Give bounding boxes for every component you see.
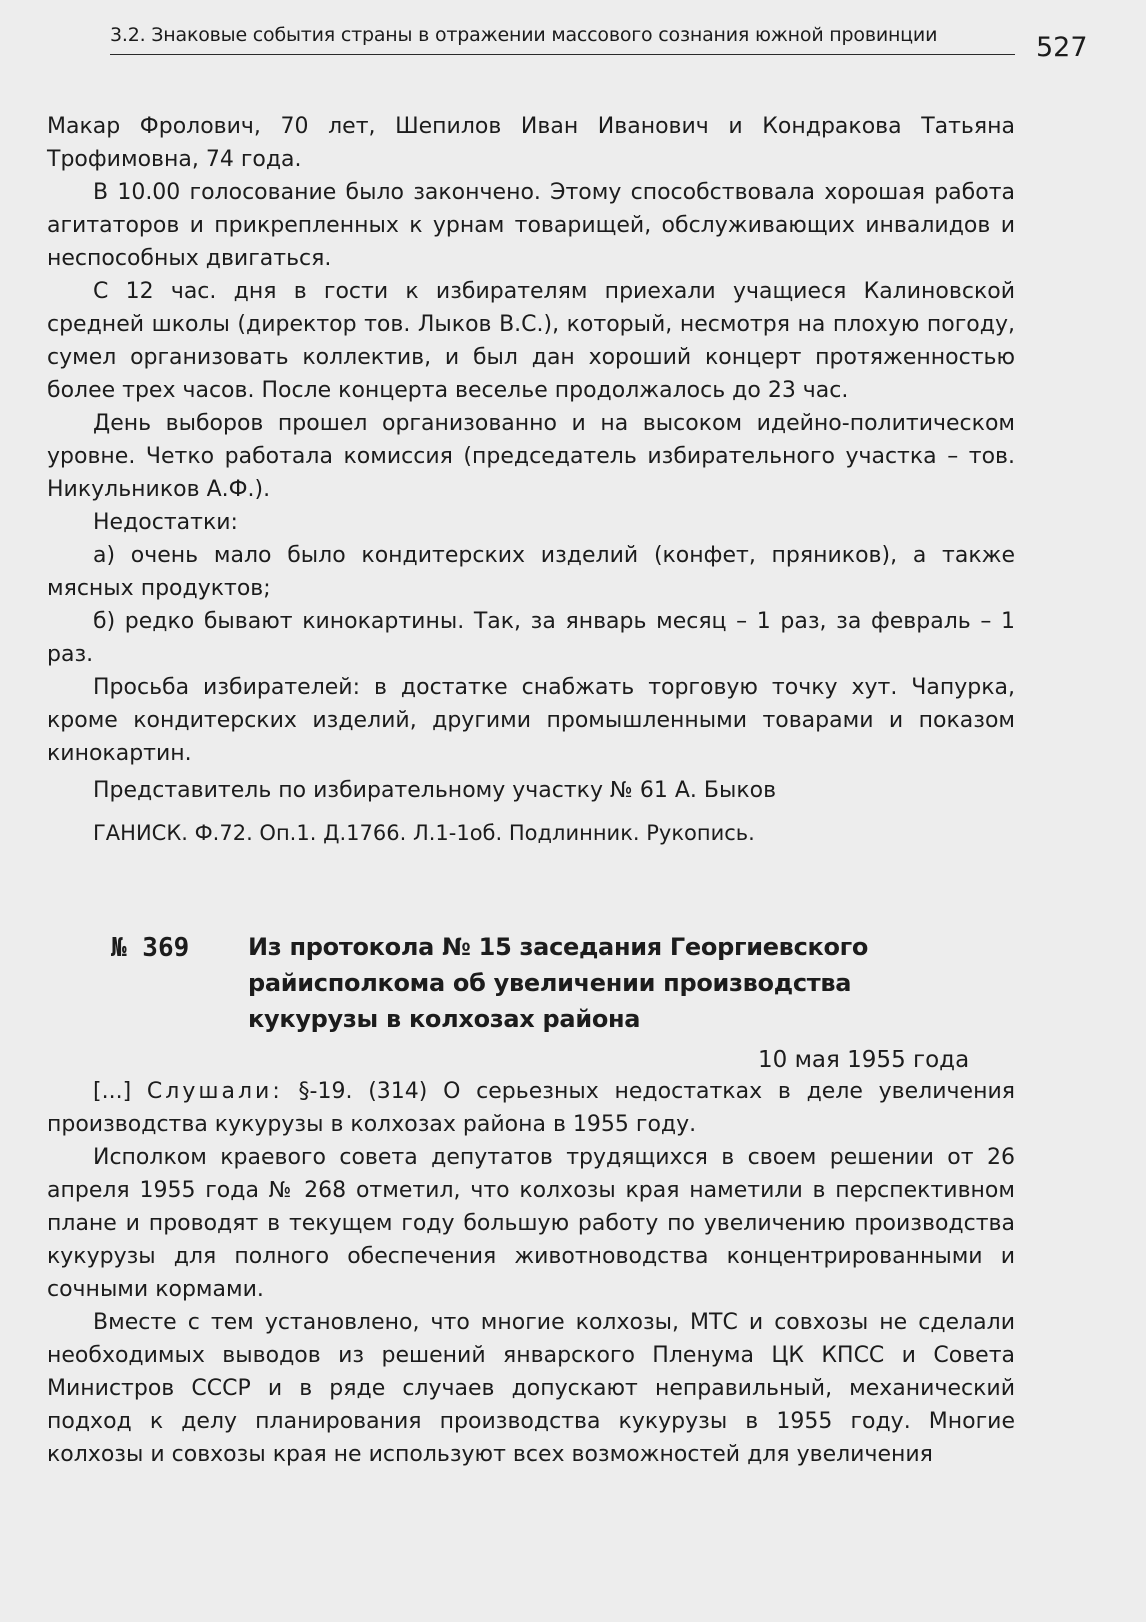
paragraph: Вместе с тем установлено, что многие колхозы, МТС и совхозы не сделали необходимых выводов из решений январского Пленума ЦК КПСС и Совета Министров СССР и в ряде случаев допускают неправильный, механический подход к делу планирования производства кукурузы в 1955 году. Многие колхозы и совхозы края не используют всех возможностей для увеличения [47, 1310, 1015, 1467]
section-two [47, 1075, 1015, 1471]
document-title: Из протокола № 15 заседания Георгиевского райисполкома об увеличении производства кукурузы в колхозах района [248, 933, 869, 1033]
page-header [110, 22, 1015, 58]
paragraph: Макар Фролович, 70 лет, Шепилов Иван Иванович и Кондракова Татьяна Трофимовна, 74 года. [47, 114, 1015, 172]
paragraph: Просьба избирателей: в достатке снабжать торговую точку хут. Чапурка, кроме кондитерских изделий, другими промышленными товарами и показом кинокартин. [47, 675, 1015, 766]
running-title: 3.2. Знаковые события страны в отражении массового сознания южной провинции [110, 24, 938, 46]
header-rule [110, 54, 1015, 55]
paragraph: С 12 час. дня в гости к избирателям приехали учащиеся Калиновской средней школы (директор тов. Лыков В.С.), который, несмотря на плохую погоду, сумел организовать коллектив, и был дан хороший концерт протяженностью более трех часов. После концерта веселье продолжалось до 23 час. [47, 279, 1015, 403]
archive-reference: ГАНИСК. Ф.72. Оп.1. Д.1766. Л.1-1об. Подлинник. Рукопись. [93, 821, 755, 845]
paragraph: В 10.00 голосование было закончено. Этому способствовала хорошая работа агитаторов и прикрепленных к урнам товарищей, обслуживающих инвалидов и неспособных двигаться. [47, 180, 1015, 271]
page-number: 527 [1036, 32, 1088, 63]
paragraph [47, 1075, 1015, 1141]
paragraph: День выборов прошел организованно и на высоком идейно-политическом уровне. Четко работала комиссия (председатель избирательного участка – тов. Никульников А.Ф.). [47, 411, 1015, 502]
heard-text: §-19. (314) О серьезных недостатках в деле увеличения производства кукурузы в колхозах района в 1955 году. [47, 1079, 1015, 1137]
paragraph: б) редко бывают кинокартины. Так, за январь месяц – 1 раз, за февраль – 1 раз. [47, 609, 1015, 667]
document-number: № 369 [111, 933, 190, 963]
paragraph: Исполком краевого совета депутатов трудящихся в своем решении от 26 апреля 1955 года № 268 отметил, что колхозы края наметили в перспективном плане и проводят в текущем году большую работу по увеличению производства кукурузы для полного обеспечения животноводства концентрированными и сочными кормами. [47, 1145, 1015, 1302]
section-one [47, 110, 1015, 850]
document-date: 10 мая 1955 года [758, 1047, 970, 1073]
paragraph: а) очень мало было кондитерских изделий (конфет, пряников), а также мясных продуктов; [47, 543, 1015, 601]
paragraph: Недостатки: [93, 510, 238, 535]
signature-line: Представитель по избирательному участку № 61 А. Быков [93, 778, 777, 803]
omission-mark: [...] [93, 1079, 132, 1104]
heard-label: Слушали: [146, 1079, 283, 1104]
